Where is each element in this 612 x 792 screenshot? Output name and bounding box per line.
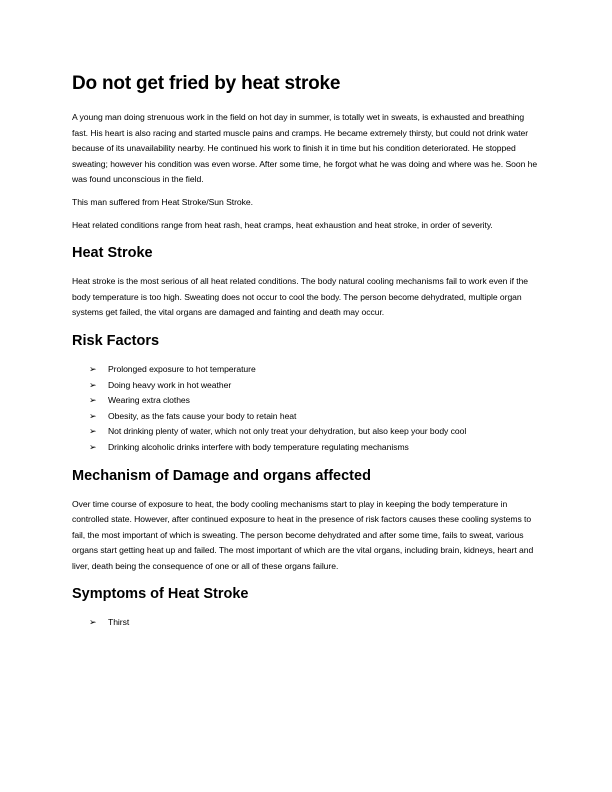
list-item-text: Drinking alcoholic drinks interfere with body temperature regulating mechanisms (108, 441, 409, 452)
intro-paragraph-1: A young man doing strenuous work in the field on hot day in summer, is totally wet in sweats, is exhausted and breathing fast. His heart is also racing and started muscle pains and cramps. He became extremely thirsty, but could not drink water because of its unavailability nearby. He continued his work to finish it in time but his condition deteriorated. He stopped sweating; however his condition was even worse. After some time, he forgot what he was doing and where was he. Soon he was found unconscious in the field. (72, 112, 538, 185)
list-item-text: Prolonged exposure to hot temperature (108, 363, 256, 374)
page-title: Do not get fried by heat stroke (72, 73, 341, 94)
list-item (72, 440, 540, 456)
arrow-bullet-icon: ➢ (89, 617, 97, 628)
section-heading-mechanism: Mechanism of Damage and organs affected (72, 467, 371, 484)
section-heading-risk-factors: Risk Factors (72, 332, 160, 349)
list-item (72, 362, 540, 378)
list-item (72, 424, 540, 440)
arrow-bullet-icon: ➢ (89, 363, 97, 374)
list-item (72, 393, 540, 409)
section-symptoms (72, 584, 540, 631)
list-item-text: Doing heavy work in hot weather (108, 379, 232, 390)
arrow-bullet-icon: ➢ (89, 379, 97, 390)
section-heat-stroke (72, 243, 540, 321)
arrow-bullet-icon: ➢ (89, 441, 97, 452)
intro-paragraph-2: This man suffered from Heat Stroke/Sun Stroke. (72, 196, 253, 207)
arrow-bullet-icon: ➢ (89, 410, 97, 421)
heat-stroke-paragraph: Heat stroke is the most serious of all heat related conditions. The body natural cooling mechanisms fail to work even if the body temperature is too high. Sweating does not occur to cool the body. The person become dehydrated, multiple organ systems get failed, the vital organs are damaged and fainting and death may occur. (72, 276, 529, 318)
risk-factors-list (72, 362, 540, 456)
mechanism-paragraph: Over time course of exposure to heat, the body cooling mechanisms start to play in keeping the body temperature in controlled state. However, after continued exposure to heat in the presence of risk factors causes these cooling systems to fail, the most important of which is sweating. The person become dehydrated and after some time, fails to sweat, various organs start getting heat up and failed. The most important of which are the vital organs, including brain, kidneys, heart and liver, death being the consequence of one or all of these organs failure. (72, 498, 534, 571)
section-heading-heat-stroke: Heat Stroke (72, 245, 153, 262)
list-item (72, 409, 540, 425)
section-risk-factors (72, 331, 540, 456)
symptoms-list (72, 615, 540, 631)
document-page (72, 70, 540, 641)
arrow-bullet-icon: ➢ (89, 426, 97, 437)
list-item-text: Wearing extra clothes (108, 395, 190, 406)
arrow-bullet-icon: ➢ (89, 395, 97, 406)
intro-paragraph-3: Heat related conditions range from heat rash, heat cramps, heat exhaustion and heat stroke, in order of severity. (72, 219, 493, 230)
list-item (72, 615, 540, 631)
list-item-text: Not drinking plenty of water, which not only treat your dehydration, but also keep your body cool (108, 426, 467, 437)
list-item-text: Obesity, as the fats cause your body to retain heat (108, 410, 297, 421)
list-item-text: Thirst (108, 617, 130, 628)
section-heading-symptoms: Symptoms of Heat Stroke (72, 586, 249, 603)
list-item (72, 378, 540, 394)
section-mechanism (72, 466, 540, 575)
